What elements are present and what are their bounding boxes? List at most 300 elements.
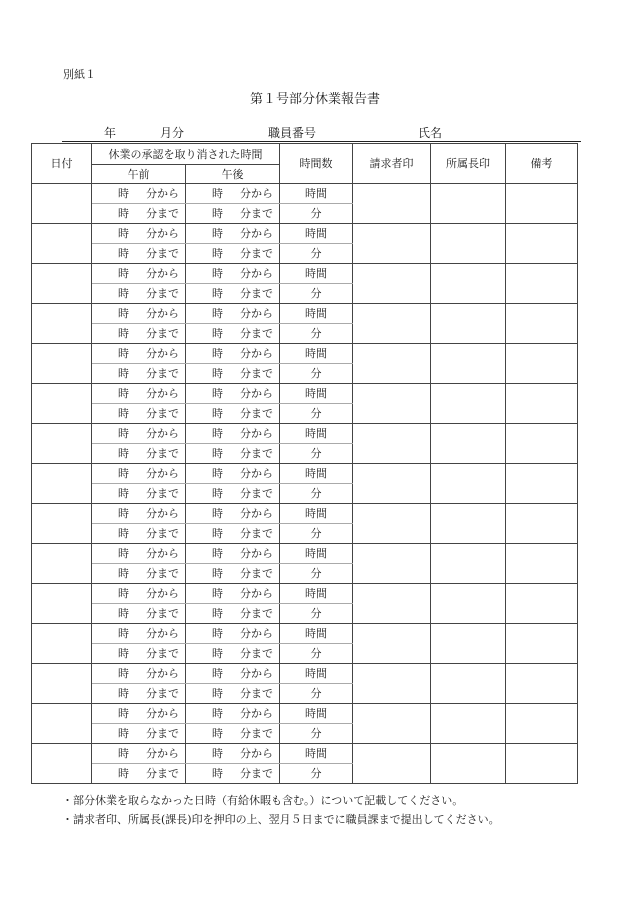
header-am: 午前 [92, 165, 186, 184]
time-cell-from[interactable] [186, 184, 280, 204]
requester-seal-cell[interactable] [353, 744, 431, 784]
time-cell-to[interactable] [92, 364, 186, 384]
hour-label: 時 [118, 227, 129, 240]
time-cell-to[interactable] [92, 204, 186, 224]
requester-seal-cell[interactable] [353, 464, 431, 504]
time-cell-from[interactable] [92, 384, 186, 404]
minutes-unit-label: 分 [310, 687, 322, 700]
hours-cell[interactable] [280, 544, 353, 564]
remarks-cell[interactable] [506, 504, 578, 544]
hour-label: 時 [212, 667, 223, 680]
remarks-cell[interactable] [506, 264, 578, 304]
remarks-cell[interactable] [506, 464, 578, 504]
hour-label: 時 [118, 547, 129, 560]
hours-cell[interactable] [280, 504, 353, 524]
hour-label: 時 [212, 247, 223, 260]
date-cell[interactable] [32, 504, 92, 544]
hours-cell[interactable] [280, 664, 353, 684]
hour-label: 時 [118, 327, 129, 340]
time-cell-from[interactable] [92, 264, 186, 284]
minute-label: 分まで [240, 327, 273, 340]
minute-label: 分から [240, 667, 273, 680]
hours-unit-label: 時間 [305, 387, 327, 400]
chief-seal-cell[interactable] [431, 464, 506, 504]
hour-label: 時 [212, 387, 223, 400]
minutes-unit-label: 分 [310, 207, 322, 220]
minute-label: 分まで [240, 487, 273, 500]
minute-label: 分から [146, 707, 179, 720]
minute-label: 分まで [146, 487, 179, 500]
header-date: 日付 [32, 144, 92, 184]
chief-seal-cell[interactable] [431, 184, 506, 224]
hour-label: 時 [212, 647, 223, 660]
time-cell-from[interactable] [186, 744, 280, 764]
table-row [32, 664, 578, 684]
requester-seal-cell[interactable] [353, 704, 431, 744]
minute-label: 分まで [240, 367, 273, 380]
hour-label: 時 [118, 667, 129, 680]
hour-label: 時 [118, 767, 129, 780]
table-row [32, 424, 578, 444]
date-cell[interactable] [32, 584, 92, 624]
requester-seal-cell[interactable] [353, 184, 431, 224]
time-cell-from[interactable] [186, 344, 280, 364]
time-cell-from[interactable] [92, 424, 186, 444]
time-cell-to[interactable] [92, 244, 186, 264]
time-cell-from[interactable] [92, 344, 186, 364]
header-underline [62, 141, 581, 142]
table-row [32, 704, 578, 724]
date-cell[interactable] [32, 304, 92, 344]
time-cell-from[interactable] [186, 624, 280, 644]
hour-label: 時 [212, 507, 223, 520]
minute-label: 分から [146, 427, 179, 440]
time-cell-from[interactable] [186, 664, 280, 684]
date-cell[interactable] [32, 264, 92, 304]
time-cell-from[interactable] [92, 224, 186, 244]
name-label: 氏名 [418, 126, 443, 140]
minutes-cell[interactable] [280, 524, 353, 544]
time-cell-to[interactable] [186, 324, 280, 344]
table-row [32, 184, 578, 204]
minute-label: 分から [146, 307, 179, 320]
header-requester-seal: 請求者印 [353, 144, 431, 184]
time-cell-from[interactable] [186, 424, 280, 444]
hour-label: 時 [118, 287, 129, 300]
date-cell[interactable] [32, 544, 92, 584]
minutes-cell[interactable] [280, 684, 353, 704]
time-cell-to[interactable] [186, 524, 280, 544]
time-cell-from[interactable] [92, 584, 186, 604]
hour-label: 時 [118, 307, 129, 320]
minute-label: 分から [146, 347, 179, 360]
time-cell-to[interactable] [186, 364, 280, 384]
minutes-unit-label: 分 [310, 567, 322, 580]
hours-cell[interactable] [280, 744, 353, 764]
time-cell-to[interactable] [186, 284, 280, 304]
hour-label: 時 [212, 367, 223, 380]
header-hours: 時間数 [280, 144, 353, 184]
minute-label: 分から [146, 187, 179, 200]
remarks-cell[interactable] [506, 664, 578, 704]
requester-seal-cell[interactable] [353, 344, 431, 384]
minute-label: 分から [240, 307, 273, 320]
chief-seal-cell[interactable] [431, 664, 506, 704]
hour-label: 時 [118, 387, 129, 400]
minute-label: 分から [240, 187, 273, 200]
hours-cell[interactable] [280, 584, 353, 604]
minute-label: 分まで [146, 567, 179, 580]
date-cell[interactable] [32, 384, 92, 424]
time-cell-from[interactable] [186, 704, 280, 724]
minutes-cell[interactable] [280, 444, 353, 464]
minutes-cell[interactable] [280, 644, 353, 664]
hour-label: 時 [118, 427, 129, 440]
minute-label: 分から [146, 267, 179, 280]
minutes-unit-label: 分 [310, 647, 322, 660]
time-cell-to[interactable] [92, 644, 186, 664]
time-cell-from[interactable] [186, 224, 280, 244]
minute-label: 分まで [240, 607, 273, 620]
hours-unit-label: 時間 [305, 747, 327, 760]
time-cell-to[interactable] [186, 484, 280, 504]
requester-seal-cell[interactable] [353, 384, 431, 424]
time-cell-to[interactable] [186, 404, 280, 424]
time-cell-from[interactable] [92, 184, 186, 204]
minutes-cell[interactable] [280, 244, 353, 264]
chief-seal-cell[interactable] [431, 384, 506, 424]
minutes-cell[interactable] [280, 764, 353, 784]
hour-label: 時 [118, 467, 129, 480]
time-cell-to[interactable] [186, 764, 280, 784]
remarks-cell[interactable] [506, 544, 578, 584]
remarks-cell[interactable] [506, 224, 578, 264]
time-cell-to[interactable] [92, 404, 186, 424]
hours-cell[interactable] [280, 464, 353, 484]
hour-label: 時 [118, 687, 129, 700]
minute-label: 分から [240, 707, 273, 720]
minute-label: 分まで [146, 247, 179, 260]
hour-label: 時 [212, 227, 223, 240]
note-2: ・請求者印、所属長(課長)印を押印の上、翌月５日までに職員課まで提出してください。 [62, 813, 500, 826]
hour-label: 時 [212, 267, 223, 280]
header-pm: 午後 [186, 165, 280, 184]
hour-label: 時 [212, 487, 223, 500]
hour-label: 時 [118, 587, 129, 600]
minutes-unit-label: 分 [310, 487, 322, 500]
minutes-unit-label: 分 [310, 447, 322, 460]
minute-label: 分から [240, 467, 273, 480]
minute-label: 分から [146, 227, 179, 240]
year-label: 年 [104, 126, 117, 140]
table-row [32, 224, 578, 244]
table-body [32, 184, 578, 784]
remarks-cell[interactable] [506, 704, 578, 744]
time-cell-to[interactable] [92, 564, 186, 584]
hours-cell[interactable] [280, 304, 353, 324]
time-cell-from[interactable] [186, 544, 280, 564]
hour-label: 時 [212, 767, 223, 780]
minute-label: 分から [146, 507, 179, 520]
remarks-cell[interactable] [506, 624, 578, 664]
time-cell-from[interactable] [186, 504, 280, 524]
hours-unit-label: 時間 [305, 187, 327, 200]
remarks-cell[interactable] [506, 744, 578, 784]
hours-unit-label: 時間 [305, 467, 327, 480]
hour-label: 時 [118, 647, 129, 660]
minutes-cell[interactable] [280, 564, 353, 584]
date-cell[interactable] [32, 224, 92, 264]
time-cell-from[interactable] [92, 704, 186, 724]
minute-label: 分から [240, 507, 273, 520]
hours-cell[interactable] [280, 224, 353, 244]
hours-unit-label: 時間 [305, 427, 327, 440]
minute-label: 分から [240, 347, 273, 360]
minute-label: 分まで [240, 407, 273, 420]
minutes-cell[interactable] [280, 324, 353, 344]
hour-label: 時 [118, 267, 129, 280]
requester-seal-cell[interactable] [353, 304, 431, 344]
hours-cell[interactable] [280, 344, 353, 364]
chief-seal-cell[interactable] [431, 224, 506, 264]
time-cell-to[interactable] [186, 204, 280, 224]
hour-label: 時 [212, 307, 223, 320]
form-title: 第１号部分休業報告書 [249, 92, 380, 107]
minutes-cell[interactable] [280, 484, 353, 504]
time-cell-to[interactable] [186, 604, 280, 624]
table-row [32, 624, 578, 644]
hours-unit-label: 時間 [305, 267, 327, 280]
time-cell-to[interactable] [92, 484, 186, 504]
hours-unit-label: 時間 [305, 667, 327, 680]
time-cell-to[interactable] [186, 244, 280, 264]
requester-seal-cell[interactable] [353, 664, 431, 704]
table-row [32, 464, 578, 484]
minutes-cell[interactable] [280, 724, 353, 744]
time-cell-to[interactable] [186, 644, 280, 664]
header-remarks: 備考 [506, 144, 578, 184]
remarks-cell[interactable] [506, 344, 578, 384]
minute-label: 分まで [146, 727, 179, 740]
minute-label: 分まで [146, 687, 179, 700]
hours-cell[interactable] [280, 184, 353, 204]
minutes-cell[interactable] [280, 604, 353, 624]
time-cell-to[interactable] [186, 564, 280, 584]
hour-label: 時 [212, 467, 223, 480]
hours-unit-label: 時間 [305, 507, 327, 520]
chief-seal-cell[interactable] [431, 504, 506, 544]
minute-label: 分まで [146, 367, 179, 380]
time-cell-to[interactable] [92, 284, 186, 304]
attachment-label: 別紙１ [63, 68, 96, 81]
time-cell-to[interactable] [92, 764, 186, 784]
minutes-unit-label: 分 [310, 727, 322, 740]
minute-label: 分から [240, 387, 273, 400]
minute-label: 分から [240, 267, 273, 280]
requester-seal-cell[interactable] [353, 504, 431, 544]
hour-label: 時 [212, 447, 223, 460]
minute-label: 分から [146, 387, 179, 400]
chief-seal-cell[interactable] [431, 744, 506, 784]
minute-label: 分まで [240, 527, 273, 540]
table-row [32, 504, 578, 524]
hour-label: 時 [212, 727, 223, 740]
minutes-unit-label: 分 [310, 607, 322, 620]
minute-label: 分から [146, 747, 179, 760]
minutes-cell[interactable] [280, 204, 353, 224]
time-cell-to[interactable] [92, 324, 186, 344]
date-cell[interactable] [32, 664, 92, 704]
time-cell-to[interactable] [92, 724, 186, 744]
minutes-unit-label: 分 [310, 767, 322, 780]
hour-label: 時 [212, 347, 223, 360]
hours-cell[interactable] [280, 424, 353, 444]
table-row [32, 544, 578, 564]
minutes-cell[interactable] [280, 364, 353, 384]
time-cell-from[interactable] [92, 744, 186, 764]
requester-seal-cell[interactable] [353, 624, 431, 664]
hour-label: 時 [118, 527, 129, 540]
hour-label: 時 [212, 207, 223, 220]
time-cell-from[interactable] [186, 384, 280, 404]
requester-seal-cell[interactable] [353, 424, 431, 464]
date-cell[interactable] [32, 744, 92, 784]
chief-seal-cell[interactable] [431, 704, 506, 744]
remarks-cell[interactable] [506, 184, 578, 224]
time-cell-to[interactable] [92, 604, 186, 624]
hour-label: 時 [118, 507, 129, 520]
hours-unit-label: 時間 [305, 707, 327, 720]
hour-label: 時 [212, 607, 223, 620]
minute-label: 分から [146, 627, 179, 640]
header-chief-seal: 所属長印 [431, 144, 506, 184]
time-cell-from[interactable] [92, 664, 186, 684]
date-cell[interactable] [32, 184, 92, 224]
time-cell-from[interactable] [92, 464, 186, 484]
time-cell-from[interactable] [186, 304, 280, 324]
hour-label: 時 [118, 487, 129, 500]
hours-cell[interactable] [280, 384, 353, 404]
minutes-unit-label: 分 [310, 247, 322, 260]
minute-label: 分まで [240, 247, 273, 260]
hour-label: 時 [212, 427, 223, 440]
minute-label: 分から [146, 667, 179, 680]
minute-label: 分まで [146, 287, 179, 300]
minute-label: 分まで [146, 607, 179, 620]
hour-label: 時 [118, 567, 129, 580]
report-table [31, 143, 578, 784]
minute-label: 分まで [146, 407, 179, 420]
minute-label: 分から [240, 747, 273, 760]
date-cell[interactable] [32, 464, 92, 504]
requester-seal-cell[interactable] [353, 544, 431, 584]
minutes-cell[interactable] [280, 284, 353, 304]
hour-label: 時 [212, 707, 223, 720]
time-cell-from[interactable] [92, 504, 186, 524]
hour-label: 時 [118, 707, 129, 720]
remarks-cell[interactable] [506, 424, 578, 464]
time-cell-from[interactable] [92, 544, 186, 564]
minutes-unit-label: 分 [310, 287, 322, 300]
minute-label: 分まで [240, 207, 273, 220]
remarks-cell[interactable] [506, 304, 578, 344]
month-label: 月分 [160, 126, 185, 140]
hours-unit-label: 時間 [305, 547, 327, 560]
hour-label: 時 [212, 747, 223, 760]
time-cell-to[interactable] [92, 524, 186, 544]
time-cell-to[interactable] [186, 444, 280, 464]
chief-seal-cell[interactable] [431, 584, 506, 624]
hours-unit-label: 時間 [305, 587, 327, 600]
time-cell-to[interactable] [186, 684, 280, 704]
minutes-cell[interactable] [280, 404, 353, 424]
minute-label: 分から [146, 587, 179, 600]
time-cell-from[interactable] [186, 584, 280, 604]
chief-seal-cell[interactable] [431, 344, 506, 384]
time-cell-from[interactable] [186, 264, 280, 284]
minute-label: 分から [240, 227, 273, 240]
hour-label: 時 [118, 187, 129, 200]
time-cell-from[interactable] [92, 304, 186, 324]
minute-label: 分から [146, 467, 179, 480]
minute-label: 分から [240, 547, 273, 560]
minute-label: 分から [240, 627, 273, 640]
chief-seal-cell[interactable] [431, 544, 506, 584]
time-cell-to[interactable] [92, 444, 186, 464]
time-cell-to[interactable] [186, 724, 280, 744]
hour-label: 時 [118, 367, 129, 380]
requester-seal-cell[interactable] [353, 264, 431, 304]
minute-label: 分まで [146, 767, 179, 780]
hours-unit-label: 時間 [305, 227, 327, 240]
minute-label: 分まで [146, 647, 179, 660]
hours-cell[interactable] [280, 624, 353, 644]
hours-cell[interactable] [280, 264, 353, 284]
hour-label: 時 [212, 627, 223, 640]
minute-label: 分まで [240, 687, 273, 700]
minute-label: 分から [146, 547, 179, 560]
date-cell[interactable] [32, 704, 92, 744]
hour-label: 時 [212, 287, 223, 300]
hour-label: 時 [118, 347, 129, 360]
hour-label: 時 [212, 687, 223, 700]
hour-label: 時 [212, 327, 223, 340]
date-cell[interactable] [32, 424, 92, 464]
hour-label: 時 [212, 587, 223, 600]
time-cell-from[interactable] [186, 464, 280, 484]
requester-seal-cell[interactable] [353, 224, 431, 264]
table-row [32, 584, 578, 604]
hours-cell[interactable] [280, 704, 353, 724]
minutes-unit-label: 分 [310, 327, 322, 340]
minute-label: 分まで [240, 647, 273, 660]
time-cell-from[interactable] [92, 624, 186, 644]
hour-label: 時 [118, 207, 129, 220]
requester-seal-cell[interactable] [353, 584, 431, 624]
chief-seal-cell[interactable] [431, 624, 506, 664]
chief-seal-cell[interactable] [431, 304, 506, 344]
employee-number-label: 職員番号 [268, 126, 317, 140]
time-cell-to[interactable] [92, 684, 186, 704]
date-cell[interactable] [32, 624, 92, 664]
minute-label: 分まで [146, 447, 179, 460]
chief-seal-cell[interactable] [431, 264, 506, 304]
remarks-cell[interactable] [506, 584, 578, 624]
hour-label: 時 [118, 747, 129, 760]
chief-seal-cell[interactable] [431, 424, 506, 464]
remarks-cell[interactable] [506, 384, 578, 424]
date-cell[interactable] [32, 344, 92, 384]
